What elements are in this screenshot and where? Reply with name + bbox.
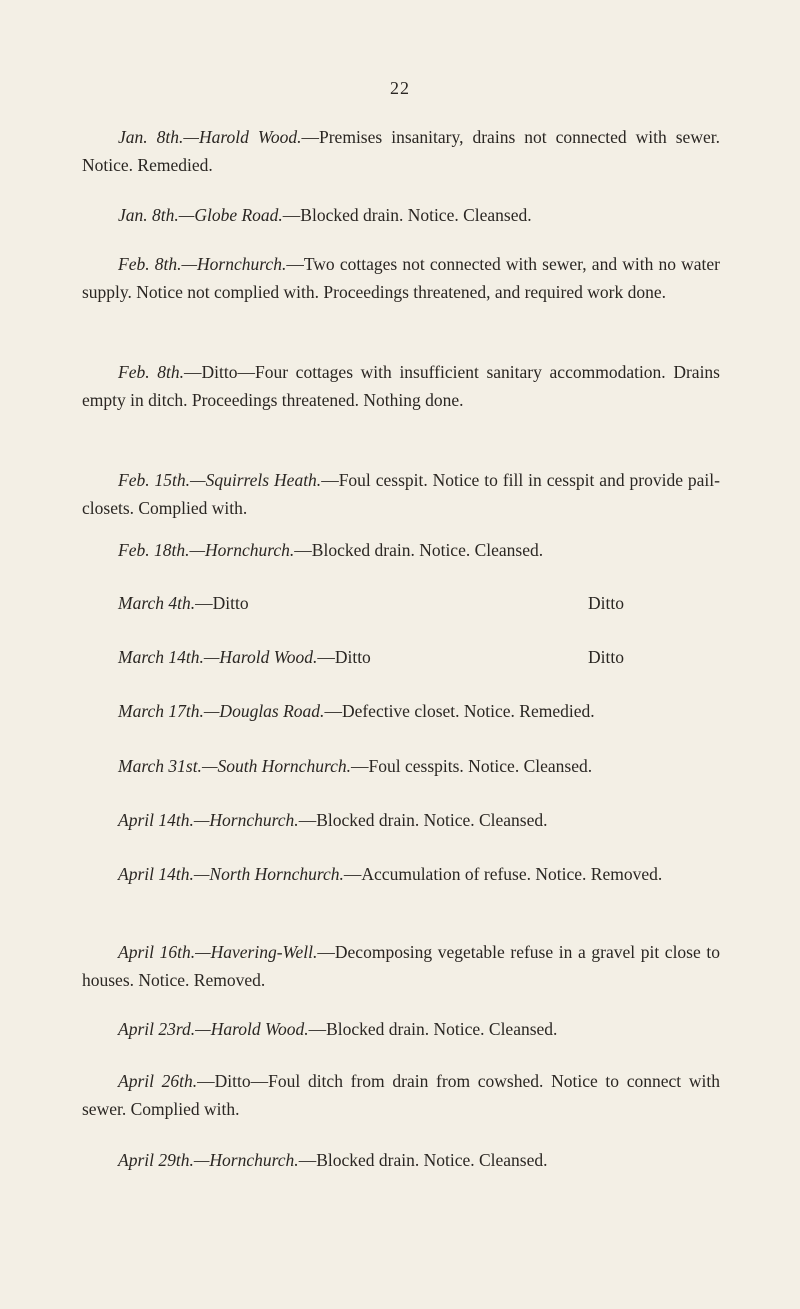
entry-place: —Hornchurch. <box>193 810 299 830</box>
entry-text: —Ditto—Four cottages with insufficient sanitary accommodation. Drains empty in ditch. Proceedings threatened. Nothing done. <box>82 362 720 410</box>
entry-date: March 14th. <box>118 647 204 667</box>
entry-april-26-ditto <box>82 1067 720 1123</box>
entry-text: —Two cottages not connected with sewer, and with no water supply. Notice not complied with. Proceedings threatened, and required work done. <box>82 254 721 302</box>
entry-date: March 17th. <box>118 701 204 721</box>
entry-date: Feb. 15th. <box>118 470 191 490</box>
entry-date: April 26th. <box>118 1071 198 1091</box>
entry-result: Ditto <box>588 647 624 667</box>
entry-date: April 29th. <box>118 1150 194 1170</box>
entry-text: —Foul cesspit. Notice to fill in cesspit and provide pail-closets. Complied with. <box>82 470 720 518</box>
entry-place: —Havering-Well. <box>195 942 318 962</box>
entry-place: —Harold Wood. <box>183 127 302 147</box>
entry-date: Feb. 8th. <box>118 362 184 382</box>
entry-text: —Decomposing vegetable refuse in a gravel pit close to houses. Notice. Removed. <box>82 942 720 990</box>
entry-result: Ditto <box>588 593 624 613</box>
entry-text: —Ditto <box>195 593 249 613</box>
entry-date: March 31st. <box>118 756 202 776</box>
entry-march-14-harold-wood <box>82 643 720 671</box>
entry-place: —Hornchurch. <box>189 540 295 560</box>
entry-march-31-south-hornchurch <box>82 752 720 780</box>
entry-date: Jan. 8th. <box>118 127 184 147</box>
entry-place: —Harold Wood. <box>195 1019 309 1039</box>
entry-place: —North Hornchurch. <box>193 864 344 884</box>
entry-text: —Blocked drain. Notice. Cleansed. <box>282 205 532 225</box>
entry-feb-8-ditto <box>82 358 720 414</box>
entry-place: —Globe Road. <box>178 205 283 225</box>
entry-place: —South Hornchurch. <box>201 756 352 776</box>
entry-text: —Defective closet. Notice. Remedied. <box>324 701 595 721</box>
entry-date: April 23rd. <box>118 1019 196 1039</box>
entry-date: Feb. 18th. <box>118 540 190 560</box>
entry-march-17-douglas-road <box>82 697 720 725</box>
entry-place: —Hornchurch. <box>181 254 287 274</box>
entry-feb-15-squirrels-heath <box>82 466 720 522</box>
entry-date: Jan. 8th. <box>118 205 179 225</box>
entry-date: March 4th. <box>118 593 196 613</box>
entry-text: —Foul cesspits. Notice. Cleansed. <box>351 756 593 776</box>
entry-date: April 14th. <box>118 864 194 884</box>
entry-april-14-north-hornchurch <box>82 860 720 888</box>
entry-text: —Blocked drain. Notice. Cleansed. <box>298 1150 548 1170</box>
entry-date: April 16th. <box>118 942 196 962</box>
entry-text: —Premises insanitary, drains not connected with sewer. Notice. Remedied. <box>82 127 720 175</box>
entry-text: —Accumulation of refuse. Notice. Removed. <box>343 864 663 884</box>
entry-april-16-havering-well <box>82 938 720 994</box>
entry-date: April 14th. <box>118 810 194 830</box>
page-number: 22 <box>390 78 410 98</box>
entry-feb-8-hornchurch <box>82 250 720 306</box>
entry-place: —Douglas Road. <box>203 701 325 721</box>
entry-text: —Ditto—Foul ditch from drain from cowshed. Notice to connect with sewer. Complied with. <box>82 1071 720 1119</box>
entry-place: —Squirrels Heath. <box>190 470 322 490</box>
entry-april-23-harold-wood <box>82 1015 720 1043</box>
entry-text: —Blocked drain. Notice. Cleansed. <box>298 810 548 830</box>
entry-april-29-hornchurch <box>82 1146 720 1174</box>
entry-jan-8-globe-road <box>82 201 720 229</box>
entry-date: Feb. 8th. <box>118 254 182 274</box>
entry-place: —Harold Wood. <box>203 647 318 667</box>
entry-april-14-hornchurch <box>82 806 720 834</box>
entry-place: —Hornchurch. <box>193 1150 299 1170</box>
entry-text: —Blocked drain. Notice. Cleansed. <box>294 540 544 560</box>
entry-jan-8-harold-wood <box>82 123 720 179</box>
entry-feb-18-hornchurch <box>82 536 720 564</box>
entry-march-4 <box>82 589 720 617</box>
entry-text: —Ditto <box>317 647 371 667</box>
entry-text: —Blocked drain. Notice. Cleansed. <box>308 1019 558 1039</box>
